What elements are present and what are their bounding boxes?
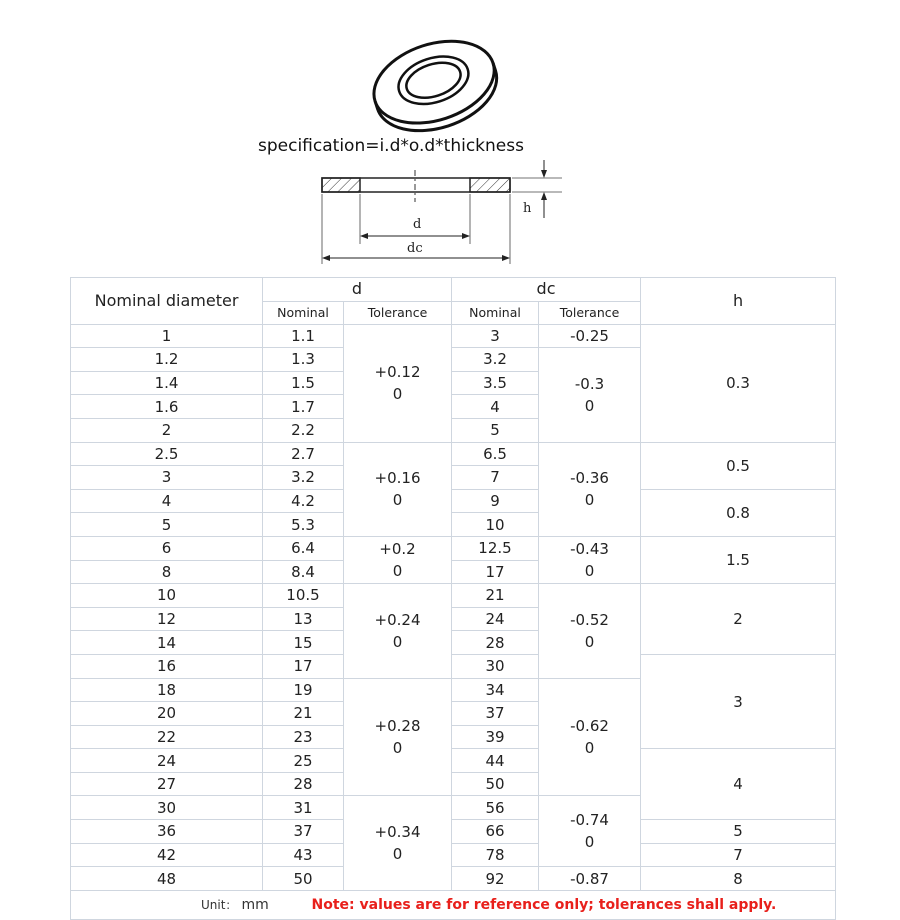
tolerance-upper: -0.43 <box>570 540 609 559</box>
table-row <box>71 867 836 891</box>
header-dc-tolerance: Tolerance <box>539 301 641 324</box>
footer-cell <box>71 890 836 919</box>
dc-nominal-cell: 4 <box>452 395 539 419</box>
d-nominal-cell: 50 <box>263 867 344 891</box>
h-cell: 5 <box>641 820 836 844</box>
d-nominal-cell: 15 <box>263 631 344 655</box>
dc-nominal-cell: 56 <box>452 796 539 820</box>
d-nominal-cell: 23 <box>263 725 344 749</box>
d-nominal-cell: 6.4 <box>263 536 344 560</box>
nominal-diameter-cell: 36 <box>71 820 263 844</box>
nominal-diameter-cell: 14 <box>71 631 263 655</box>
tolerance-upper: -0.3 <box>574 374 605 393</box>
dc-nominal-cell: 34 <box>452 678 539 702</box>
washer-spec-table-container <box>70 277 835 920</box>
h-cell: 1.5 <box>641 536 836 583</box>
tolerance-lower: 0 <box>392 562 403 581</box>
d-nominal-cell: 1.5 <box>263 371 344 395</box>
d-nominal-cell: 28 <box>263 772 344 796</box>
h-cell: 0.3 <box>641 324 836 442</box>
d-nominal-cell: 13 <box>263 607 344 631</box>
tolerance-lower: 0 <box>584 738 595 757</box>
dc-nominal-cell: 28 <box>452 631 539 655</box>
tolerance-lower: 0 <box>392 738 403 757</box>
tolerance-lower: 0 <box>584 491 595 510</box>
table-row <box>71 536 836 560</box>
nominal-diameter-cell: 3 <box>71 466 263 490</box>
d-tolerance-cell <box>344 796 452 890</box>
nominal-diameter-cell: 8 <box>71 560 263 584</box>
dc-nominal-cell: 21 <box>452 584 539 608</box>
d-nominal-cell: 19 <box>263 678 344 702</box>
nominal-diameter-cell: 18 <box>71 678 263 702</box>
d-nominal-cell: 31 <box>263 796 344 820</box>
dc-nominal-cell: 44 <box>452 749 539 773</box>
washer-spec-table <box>70 277 836 920</box>
tolerance-upper: -0.52 <box>570 610 609 629</box>
table-footer-row <box>71 890 836 919</box>
tolerance-lower: 0 <box>584 562 595 581</box>
h-cell: 8 <box>641 867 836 891</box>
header-d-tolerance: Tolerance <box>344 301 452 324</box>
dc-nominal-cell: 30 <box>452 654 539 678</box>
dc-nominal-cell: 9 <box>452 489 539 513</box>
table-row <box>71 820 836 844</box>
d-nominal-cell: 43 <box>263 843 344 867</box>
dc-nominal-cell: 3.2 <box>452 348 539 372</box>
nominal-diameter-cell: 30 <box>71 796 263 820</box>
d-nominal-cell: 5.3 <box>263 513 344 537</box>
nominal-diameter-cell: 24 <box>71 749 263 773</box>
nominal-diameter-cell: 6 <box>71 536 263 560</box>
d-tolerance-cell <box>344 324 452 442</box>
tolerance-lower: 0 <box>584 833 595 852</box>
d-nominal-cell: 2.2 <box>263 418 344 442</box>
dc-tolerance-cell <box>539 867 641 891</box>
dc-nominal-cell: 78 <box>452 843 539 867</box>
nominal-diameter-cell: 2.5 <box>71 442 263 466</box>
dc-nominal-cell: 12.5 <box>452 536 539 560</box>
tolerance-lower: 0 <box>392 491 403 510</box>
tolerance-lower: 0 <box>392 385 403 404</box>
table-row <box>71 654 836 678</box>
table-row <box>71 749 836 773</box>
nominal-diameter-cell: 16 <box>71 654 263 678</box>
d-nominal-cell: 21 <box>263 702 344 726</box>
header-d: d <box>263 278 452 302</box>
label-dc: dc <box>407 241 423 256</box>
table-row <box>71 584 836 608</box>
unit-label: Unit： <box>201 898 238 913</box>
tolerance-upper: +0.12 <box>374 363 421 382</box>
d-nominal-cell: 3.2 <box>263 466 344 490</box>
dc-nominal-cell: 92 <box>452 867 539 891</box>
dc-nominal-cell: 6.5 <box>452 442 539 466</box>
nominal-diameter-cell: 1 <box>71 324 263 348</box>
nominal-diameter-cell: 27 <box>71 772 263 796</box>
table-row <box>71 489 836 513</box>
reference-note: Note: values are for reference only; tolerances shall apply. <box>311 897 777 914</box>
nominal-diameter-cell: 20 <box>71 702 263 726</box>
header-nominal-diameter: Nominal diameter <box>71 278 263 325</box>
dc-nominal-cell: 5 <box>452 418 539 442</box>
tolerance-upper: +0.2 <box>379 540 416 559</box>
tolerance-upper: +0.34 <box>374 823 421 842</box>
nominal-diameter-cell: 1.6 <box>71 395 263 419</box>
d-nominal-cell: 1.7 <box>263 395 344 419</box>
d-tolerance-cell <box>344 584 452 678</box>
d-nominal-cell: 8.4 <box>263 560 344 584</box>
header-dc-nominal: Nominal <box>452 301 539 324</box>
washer-isometric-drawing <box>360 30 510 140</box>
nominal-diameter-cell: 1.2 <box>71 348 263 372</box>
dc-tolerance-cell <box>539 324 641 348</box>
h-cell: 0.8 <box>641 489 836 536</box>
dc-nominal-cell: 24 <box>452 607 539 631</box>
h-cell: 0.5 <box>641 442 836 489</box>
nominal-diameter-cell: 10 <box>71 584 263 608</box>
d-nominal-cell: 1.1 <box>263 324 344 348</box>
tolerance-upper: -0.74 <box>570 811 609 830</box>
nominal-diameter-cell: 4 <box>71 489 263 513</box>
d-nominal-cell: 1.3 <box>263 348 344 372</box>
nominal-diameter-cell: 1.4 <box>71 371 263 395</box>
nominal-diameter-cell: 48 <box>71 867 263 891</box>
dc-nominal-cell: 17 <box>452 560 539 584</box>
label-h: h <box>523 201 532 216</box>
dc-tolerance-cell <box>539 796 641 867</box>
table-row <box>71 442 836 466</box>
d-nominal-cell: 37 <box>263 820 344 844</box>
nominal-diameter-cell: 22 <box>71 725 263 749</box>
tolerance-upper: -0.36 <box>570 469 609 488</box>
table-row <box>71 843 836 867</box>
dc-nominal-cell: 66 <box>452 820 539 844</box>
tolerance-upper: -0.25 <box>570 326 609 345</box>
dc-nominal-cell: 3 <box>452 324 539 348</box>
dc-tolerance-cell <box>539 678 641 796</box>
nominal-diameter-cell: 2 <box>71 418 263 442</box>
header-d-nominal: Nominal <box>263 301 344 324</box>
d-tolerance-cell <box>344 678 452 796</box>
dc-tolerance-cell <box>539 536 641 583</box>
washer-section-drawing <box>300 160 570 270</box>
dc-tolerance-cell <box>539 348 641 442</box>
table-row <box>71 324 836 348</box>
d-tolerance-cell <box>344 442 452 536</box>
tolerance-upper: -0.62 <box>570 716 609 735</box>
dc-nominal-cell: 37 <box>452 702 539 726</box>
tolerance-lower: 0 <box>392 845 403 864</box>
h-cell: 7 <box>641 843 836 867</box>
specification-caption: specification=i.d*o.d*thickness <box>258 136 524 156</box>
tolerance-upper: +0.24 <box>374 610 421 629</box>
dc-tolerance-cell <box>539 584 641 678</box>
header-h: h <box>641 278 836 325</box>
h-cell: 3 <box>641 654 836 748</box>
h-cell: 4 <box>641 749 836 820</box>
tolerance-lower: 0 <box>392 632 403 651</box>
tolerance-upper: +0.28 <box>374 716 421 735</box>
d-nominal-cell: 10.5 <box>263 584 344 608</box>
dc-nominal-cell: 50 <box>452 772 539 796</box>
tolerance-upper: +0.16 <box>374 469 421 488</box>
unit-value: mm <box>241 897 269 914</box>
dc-nominal-cell: 10 <box>452 513 539 537</box>
nominal-diameter-cell: 12 <box>71 607 263 631</box>
dc-nominal-cell: 7 <box>452 466 539 490</box>
h-cell: 2 <box>641 584 836 655</box>
tolerance-lower: 0 <box>584 396 595 415</box>
d-nominal-cell: 4.2 <box>263 489 344 513</box>
label-d: d <box>413 217 422 232</box>
tolerance-upper: -0.87 <box>570 869 609 888</box>
d-tolerance-cell <box>344 536 452 583</box>
nominal-diameter-cell: 5 <box>71 513 263 537</box>
dc-nominal-cell: 39 <box>452 725 539 749</box>
nominal-diameter-cell: 42 <box>71 843 263 867</box>
d-nominal-cell: 2.7 <box>263 442 344 466</box>
header-dc: dc <box>452 278 641 302</box>
d-nominal-cell: 17 <box>263 654 344 678</box>
dc-tolerance-cell <box>539 442 641 536</box>
dc-nominal-cell: 3.5 <box>452 371 539 395</box>
tolerance-lower: 0 <box>584 632 595 651</box>
d-nominal-cell: 25 <box>263 749 344 773</box>
